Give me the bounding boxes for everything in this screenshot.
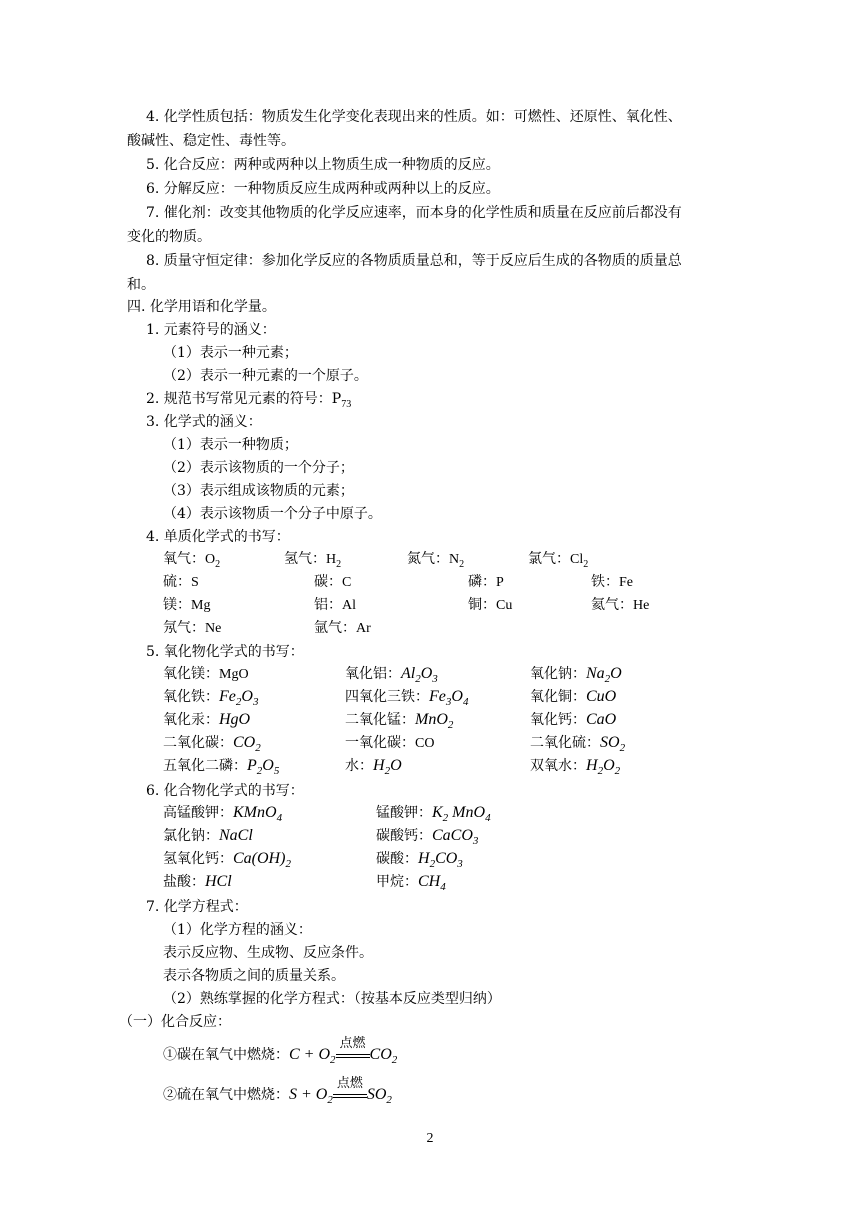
compound-name: 碳酸钙： (376, 828, 432, 844)
subsection-7-title: 7. 化学方程式： (146, 899, 248, 915)
compound-entry (163, 872, 232, 892)
element-entry (314, 595, 356, 616)
chemical-formula: Cu (496, 598, 513, 613)
subsection-3-item: （2）表示该物质的一个分子； (163, 460, 354, 476)
chemical-formula: $CH_4$ (418, 873, 446, 894)
compound-name: 锰酸钾： (376, 805, 432, 821)
equation-meaning-item: 表示各物质之间的质量关系。 (163, 968, 345, 984)
oxide-name: 氧化镁： (163, 666, 219, 682)
reaction-condition-arrow (333, 1076, 367, 1105)
def-5: 5. 化合反应：两种或两种以上物质生成一种物质的反应。 (146, 157, 500, 173)
chemical-equation (163, 1036, 398, 1067)
element-entry (163, 618, 221, 639)
compound-name: 氯化钠： (163, 828, 219, 844)
def-7-line1: 7. 催化剂：改变其他物质的化学反应速率，而本身的化学性质和质量在反应前后都没有 (146, 205, 682, 221)
chemical-formula: $P_2O_5$ (247, 757, 280, 778)
combination-reaction-heading: （一）化合反应： (119, 1014, 231, 1030)
def-4-line2: 酸碱性、稳定性、毒性等。 (127, 133, 295, 149)
oxide-name: 水： (345, 758, 373, 774)
element-entry (468, 572, 504, 593)
subsection-3-item: （4）表示该物质一个分子中原子。 (163, 506, 382, 522)
subsection-6-title: 6. 化合物化学式的书写： (146, 783, 304, 799)
compound-entry (376, 803, 491, 828)
oxide-name: 四氧化三铁： (345, 689, 429, 705)
subsection-3-item: （3）表示组成该物质的元素； (163, 483, 354, 499)
def-6: 6. 分解反应：一种物质反应生成两种或两种以上的反应。 (146, 181, 500, 197)
element-name: 磷： (468, 574, 496, 590)
element-entry (528, 549, 588, 575)
chemical-formula: Mg (191, 598, 211, 613)
reaction-condition: 点燃 (336, 1076, 363, 1091)
def-4-line1: 4. 化学性质包括：物质发生化学变化表现出来的性质。如：可燃性、还原性、氧化性、 (146, 109, 682, 125)
oxide-name: 二氧化锰： (345, 712, 415, 728)
element-name: 氢气： (284, 551, 326, 567)
chemical-formula: $Ca(OH)_2$ (233, 850, 291, 871)
element-name: 氧气： (163, 551, 205, 567)
chemical-formula: NaCl (219, 827, 253, 844)
chemical-formula: $Fe_2O_3$ (219, 688, 259, 709)
equation-reactants: $C + O_2$ (289, 1046, 336, 1067)
element-name: 氖气： (163, 620, 205, 636)
oxide-entry (345, 687, 468, 712)
oxide-name: 氧化铜： (530, 689, 586, 705)
element-entry (591, 595, 649, 616)
subsection-3-title: 3. 化学式的涵义： (146, 414, 262, 430)
element-name: 氮气： (407, 551, 449, 567)
oxide-entry (163, 664, 249, 685)
oxide-name: 氧化铝： (345, 666, 401, 682)
compound-entry (376, 872, 446, 897)
chemical-formula: $Na_2O$ (586, 665, 622, 686)
equation-meaning-item: 表示反应物、生成物、反应条件。 (163, 945, 373, 961)
chemical-formula: P (496, 575, 504, 590)
subsection-1-title: 1. 元素符号的涵义： (146, 322, 276, 338)
oxide-name: 二氧化硫： (530, 735, 600, 751)
chemical-formula: C (342, 575, 352, 590)
subsection-2-title: 2. 规范书写常见元素的符号：$P_{73}$ (146, 391, 352, 410)
key-equations-title: （2）熟练掌握的化学方程式：（按基本反应类型归纳） (163, 991, 501, 1007)
compound-entry (376, 826, 478, 851)
element-name: 碳： (314, 574, 342, 590)
chemical-formula: $K_2$ MnO$_4$ (432, 804, 491, 825)
chemical-formula: KMnO$_4$ (233, 804, 283, 825)
equation-reactants: $S + O_2$ (289, 1086, 333, 1107)
oxide-entry (530, 756, 620, 781)
oxide-entry (163, 733, 261, 758)
chemical-formula: HCl (205, 873, 232, 890)
oxide-name: 一氧化碳： (345, 735, 415, 751)
compound-name: 甲烷： (376, 874, 418, 890)
chemical-formula: CuO (586, 688, 617, 705)
subsection-5-title: 5. 氧化物化学式的书写： (146, 644, 304, 660)
oxide-name: 二氧化碳： (163, 735, 233, 751)
chemical-formula: S (191, 575, 199, 590)
chemical-formula: MnO$_2$ (415, 711, 454, 732)
chemical-formula: Ar (356, 621, 371, 636)
equation-label: ①碳在氧气中燃烧： (163, 1047, 289, 1063)
element-name: 铜： (468, 597, 496, 613)
oxide-name: 双氧水： (530, 758, 586, 774)
element-name: 氩气： (314, 620, 356, 636)
element-entry (407, 549, 464, 575)
chemical-formula: Al (342, 598, 356, 613)
element-entry (468, 595, 512, 616)
oxide-entry (530, 710, 616, 730)
page-number: 2 (426, 1131, 434, 1146)
element-entry (314, 572, 351, 593)
chemical-formula: $H_2O$ (373, 757, 402, 778)
oxide-entry (345, 664, 438, 689)
equation-label: ②硫在氧气中燃烧： (163, 1087, 289, 1103)
section-heading: 四. 化学用语和化学量。 (127, 299, 276, 315)
compound-entry (163, 849, 291, 874)
chemical-formula: CO (415, 736, 435, 751)
compound-name: 高锰酸钾： (163, 805, 233, 821)
compound-entry (376, 849, 463, 874)
compound-name: 氢氧化钙： (163, 851, 233, 867)
chemical-formula: $SO_2$ (600, 734, 626, 755)
chemical-equation (163, 1076, 392, 1107)
oxide-entry (345, 710, 453, 735)
chemical-formula: $O_2$ (205, 552, 221, 570)
oxide-name: 氧化汞： (163, 712, 219, 728)
chemical-formula: HgO (219, 711, 251, 728)
chemical-formula: CaCO$_3$ (432, 827, 479, 848)
subsection-4-title: 4. 单质化学式的书写： (146, 529, 290, 545)
element-name: 铝： (314, 597, 342, 613)
oxide-entry (345, 756, 402, 781)
subsection-3-item: （1）表示一种物质； (163, 437, 298, 453)
oxide-name: 氧化钠： (530, 666, 586, 682)
def-8-line1: 8. 质量守恒定律：参加化学反应的各物质质量总和，等于反应后生成的各物质的质量总 (146, 253, 682, 269)
chemical-formula: $Fe_3O_4$ (429, 688, 469, 709)
oxide-name: 氧化铁： (163, 689, 219, 705)
chemical-formula: Fe (619, 575, 633, 590)
element-entry (591, 572, 633, 593)
element-entry (163, 572, 199, 593)
subsection-1-item: （2）表示一种元素的一个原子。 (163, 368, 368, 384)
equation-products: $SO_2$ (366, 1086, 392, 1107)
equation-products: $CO_2$ (369, 1046, 398, 1067)
compound-entry (163, 803, 282, 828)
chemical-formula: $H_2CO_3$ (418, 850, 463, 871)
oxide-entry (530, 733, 625, 758)
compound-name: 盐酸： (163, 874, 205, 890)
chemical-formula: $CO_2$ (233, 734, 261, 755)
chemical-formula: $N_2$ (449, 552, 465, 570)
equation-meaning-title: （1）化学方程的涵义： (163, 922, 312, 938)
chemical-formula: $Al_2O_3$ (401, 665, 438, 686)
element-name: 铁： (591, 574, 619, 590)
oxide-entry (163, 687, 258, 712)
element-name: 镁： (163, 597, 191, 613)
def-7-line2: 变化的物质。 (127, 229, 211, 245)
def-8-line2: 和。 (127, 277, 155, 293)
subsection-1-item: （1）表示一种元素； (163, 345, 298, 361)
chemical-formula: $Cl_2$ (570, 552, 589, 570)
compound-entry (163, 826, 253, 846)
oxide-name: 五氧化二磷： (163, 758, 247, 774)
oxide-entry (163, 756, 279, 781)
compound-name: 碳酸： (376, 851, 418, 867)
element-entry (163, 549, 220, 575)
element-entry (314, 618, 371, 639)
oxide-entry (163, 710, 250, 730)
chemical-formula: Ne (205, 621, 222, 636)
reaction-condition-arrow (336, 1036, 370, 1065)
oxide-entry (530, 687, 616, 707)
element-entry (284, 549, 341, 575)
chemical-formula: CaO (586, 711, 617, 728)
chemical-formula: He (633, 598, 650, 613)
oxide-entry (530, 664, 622, 689)
oxide-entry (345, 733, 434, 754)
chemical-formula: MgO (219, 667, 249, 682)
chemical-formula: $H_2O_2$ (586, 757, 621, 778)
oxide-name: 氧化钙： (530, 712, 586, 728)
element-name: 氦气： (591, 597, 633, 613)
element-entry (163, 595, 210, 616)
element-name: 硫： (163, 574, 191, 590)
element-name: 氯气： (528, 551, 570, 567)
chemical-formula: $H_2$ (326, 552, 342, 570)
reaction-condition: 点燃 (339, 1036, 366, 1051)
